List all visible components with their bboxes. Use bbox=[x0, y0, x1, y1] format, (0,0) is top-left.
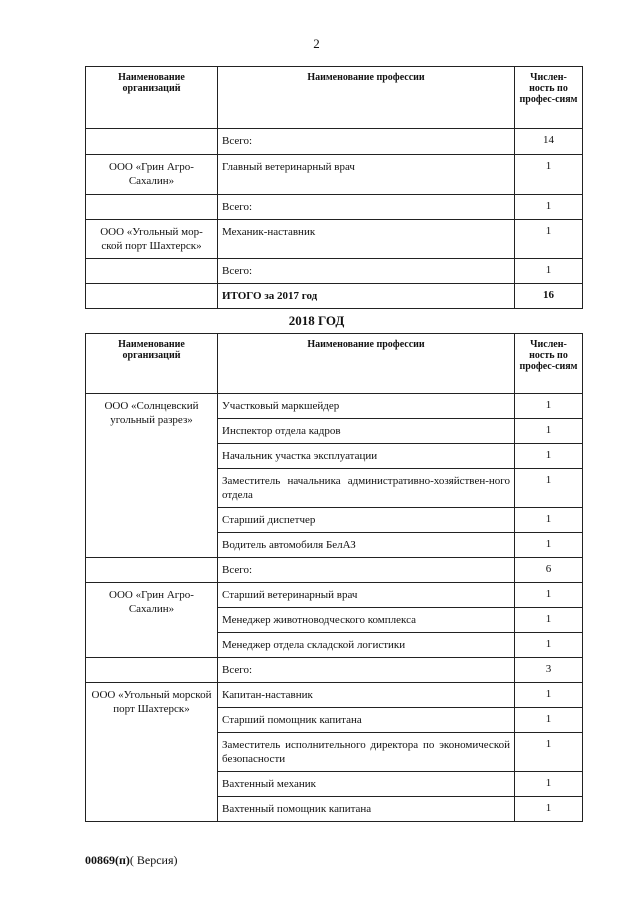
org-cell bbox=[86, 259, 218, 284]
org-cell: ООО «Грин Агро-Сахалин» bbox=[86, 155, 218, 195]
table-row bbox=[86, 220, 583, 259]
subtotal-row bbox=[86, 558, 583, 583]
count-cell: 1 bbox=[515, 772, 583, 797]
count-cell: 1 bbox=[515, 608, 583, 633]
header-org: Наименование организаций bbox=[86, 334, 218, 394]
profession-cell: Всего: bbox=[218, 658, 515, 683]
count-cell: 3 bbox=[515, 658, 583, 683]
table-header-row bbox=[86, 334, 583, 394]
profession-cell: Старший ветеринарный врач bbox=[218, 583, 515, 608]
table-2018 bbox=[85, 333, 583, 822]
profession-cell: Капитан-наставник bbox=[218, 683, 515, 708]
org-cell: ООО «Грин Агро-Сахалин» bbox=[86, 583, 218, 658]
table-row bbox=[86, 394, 583, 419]
count-cell: 6 bbox=[515, 558, 583, 583]
document-code: 00869(п)( Версия) bbox=[85, 853, 178, 867]
table-row bbox=[86, 259, 583, 284]
profession-cell: Всего: bbox=[218, 259, 515, 284]
page-number: 2 bbox=[313, 36, 320, 51]
count-cell: 14 bbox=[515, 129, 583, 155]
profession-cell: Начальник участка эксплуатации bbox=[218, 444, 515, 469]
profession-cell: Менеджер отдела складской логистики bbox=[218, 633, 515, 658]
count-cell: 1 bbox=[515, 155, 583, 195]
profession-cell: Всего: bbox=[218, 129, 515, 155]
profession-cell: Заместитель начальника административно-хозяйствен-ного отдела bbox=[218, 469, 515, 508]
count-cell: 1 bbox=[515, 633, 583, 658]
profession-cell: Водитель автомобиля БелАЗ bbox=[218, 533, 515, 558]
count-cell: 1 bbox=[515, 419, 583, 444]
count-cell: 1 bbox=[515, 444, 583, 469]
count-cell: 1 bbox=[515, 708, 583, 733]
count-cell: 1 bbox=[515, 683, 583, 708]
subtotal-row bbox=[86, 658, 583, 683]
count-cell: 1 bbox=[515, 195, 583, 220]
table-row bbox=[86, 683, 583, 708]
profession-cell: Механик-наставник bbox=[218, 220, 515, 259]
org-cell bbox=[86, 558, 218, 583]
org-cell: ООО «Солнцевский угольный разрез» bbox=[86, 394, 218, 558]
count-cell: 1 bbox=[515, 469, 583, 508]
header-count: Числен-ность по профес-сиям bbox=[515, 334, 583, 394]
count-cell: 1 bbox=[515, 583, 583, 608]
profession-cell: Менеджер животноводческого комплекса bbox=[218, 608, 515, 633]
header-profession: Наименование профессии bbox=[218, 67, 515, 129]
org-cell bbox=[86, 284, 218, 309]
table-row bbox=[86, 155, 583, 195]
org-cell: ООО «Угольный морской порт Шахтерск» bbox=[86, 683, 218, 822]
profession-cell: Участковый маркшейдер bbox=[218, 394, 515, 419]
profession-cell: Инспектор отдела кадров bbox=[218, 419, 515, 444]
total-row bbox=[86, 284, 583, 309]
table-row bbox=[86, 195, 583, 220]
org-cell bbox=[86, 129, 218, 155]
table-header-row bbox=[86, 67, 583, 129]
profession-cell: Всего: bbox=[218, 558, 515, 583]
year-title: 2018 ГОД bbox=[288, 313, 345, 328]
count-cell: 1 bbox=[515, 797, 583, 822]
profession-cell: Заместитель исполнительного директора по экономической безопасности bbox=[218, 733, 515, 772]
header-count: Числен-ность по профес-сиям bbox=[515, 67, 583, 129]
profession-cell: Всего: bbox=[218, 195, 515, 220]
total-count: 16 bbox=[515, 284, 583, 309]
org-cell: ООО «Угольный мор-ской порт Шахтерск» bbox=[86, 220, 218, 259]
count-cell: 1 bbox=[515, 733, 583, 772]
profession-cell: Старший диспетчер bbox=[218, 508, 515, 533]
count-cell: 1 bbox=[515, 259, 583, 284]
header-org: Наименование организаций bbox=[86, 67, 218, 129]
table-2017 bbox=[85, 66, 583, 309]
table-row bbox=[86, 583, 583, 608]
table-row bbox=[86, 129, 583, 155]
header-profession: Наименование профессии bbox=[218, 334, 515, 394]
count-cell: 1 bbox=[515, 533, 583, 558]
profession-cell: Вахтенный механик bbox=[218, 772, 515, 797]
total-label: ИТОГО за 2017 год bbox=[218, 284, 515, 309]
org-cell bbox=[86, 658, 218, 683]
profession-cell: Вахтенный помощник капитана bbox=[218, 797, 515, 822]
profession-cell: Главный ветеринарный врач bbox=[218, 155, 515, 195]
count-cell: 1 bbox=[515, 508, 583, 533]
org-cell bbox=[86, 195, 218, 220]
profession-cell: Старший помощник капитана bbox=[218, 708, 515, 733]
count-cell: 1 bbox=[515, 220, 583, 259]
count-cell: 1 bbox=[515, 394, 583, 419]
